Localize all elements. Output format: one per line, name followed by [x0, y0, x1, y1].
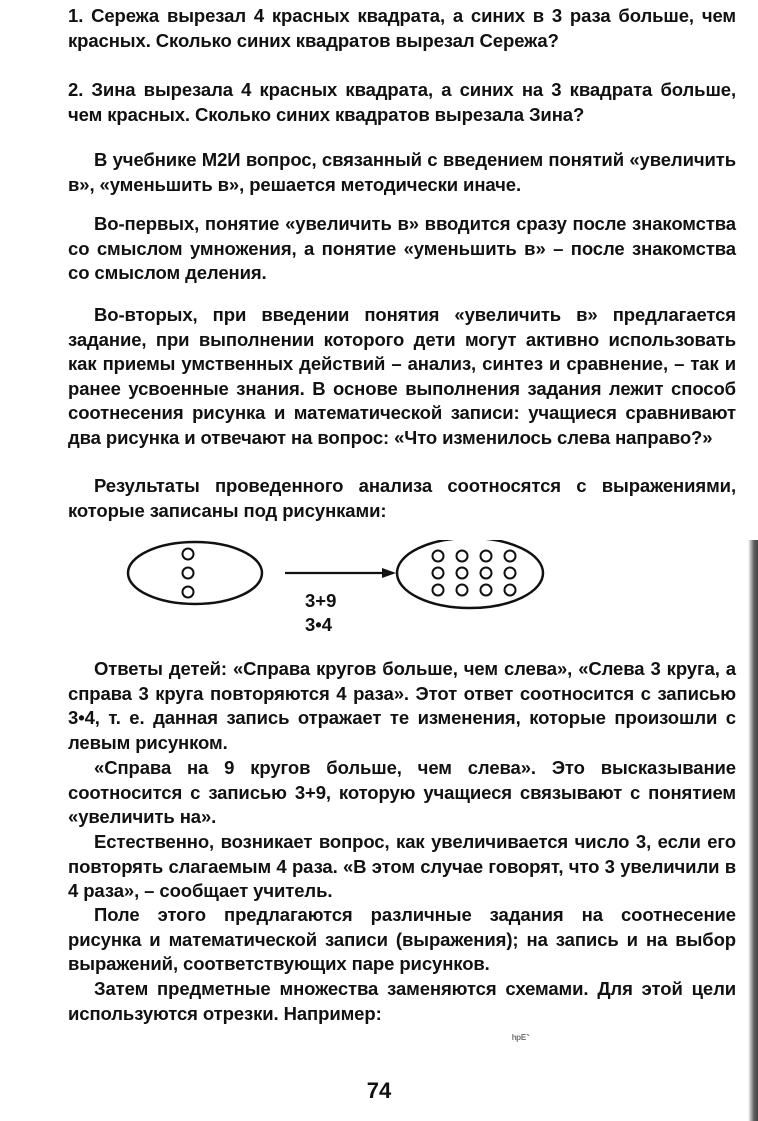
circles-diagram	[120, 540, 560, 645]
task-1: 1. Сережа вырезал 4 красных квадрата, а синих в 3 раза больше, чем красных. Сколько синих квадратов вырезал Сережа?	[68, 5, 736, 51]
left-oval	[128, 542, 262, 604]
page-number: 74	[366, 1078, 392, 1103]
page-edge-shadow	[748, 540, 758, 1121]
right-circle	[505, 551, 516, 562]
right-circle	[433, 551, 444, 562]
right-circle	[457, 585, 468, 596]
arrow-head	[382, 568, 396, 578]
right-oval	[397, 540, 543, 608]
right-circle	[481, 551, 492, 562]
left-circle	[183, 568, 194, 579]
expression-sum: 3+9	[305, 590, 337, 611]
paragraph-tasks: Поле этого предлагаются различные задания на соотнесение рисунка и математической записи (выражения); на запись и на выбор выражений, соответствующих паре рисунков.	[68, 904, 736, 974]
task-2: 2. Зина вырезала 4 красных квадрата, а синих на 3 квадрата больше, чем красных. Сколько синих квадратов вырезала Зина?	[68, 79, 736, 125]
right-circle	[481, 585, 492, 596]
paragraph-right-more: «Справа на 9 кругов больше, чем слева». Это высказывание соотносится с записью 3+9, которую учащиеся связывают с понятием «увеличить на».	[68, 757, 736, 827]
left-circle	[183, 549, 194, 560]
paragraph-results: Результаты проведенного анализа соотносятся с выражениями, которые записаны под рисунками:	[68, 475, 736, 521]
paragraph-answers: Ответы детей: «Справа кругов больше, чем слева», «Слева 3 круга, а справа 3 круга повторяются 4 раза». Этот ответ соотносится с записью 3•4, т. е. данная запись отражает те изменения, которые произошли с левым рисунком.	[68, 658, 736, 753]
right-circle	[457, 551, 468, 562]
paragraph-naturally: Естественно, возникает вопрос, как увеличивается число 3, если его повторять слагаемым 4 раза. «В этом случае говорят, что 3 увеличили в 4 раза», – сообщает учитель.	[68, 831, 736, 901]
right-circles-group	[433, 551, 516, 596]
paragraph-second: Во-вторых, при введении понятия «увеличить в» предлагается задание, при выполнении которого дети могут активно использовать как приемы умственных действий – анализ, синтез и сравнение, – так и ранее усвоенные знания. В основе выполнения задания лежит способ соотнесения рисунка и математической записи: учащиеся сравнивают два рисунка и отвечают на вопрос: «Что изменилось слева направо?»	[68, 304, 736, 448]
right-circle	[457, 568, 468, 579]
right-circle	[481, 568, 492, 579]
circles-figure	[120, 540, 560, 645]
right-circle	[433, 585, 444, 596]
paragraph-first: Во-первых, понятие «увеличить в» вводится сразу после знакомства со смыслом умножения, а понятие «уменьшить в» – после знакомства со смыслом деления.	[68, 213, 736, 283]
expression-product: 3•4	[305, 614, 333, 635]
right-circle	[505, 585, 516, 596]
paragraph-schemes: Затем предметные множества заменяются схемами. Для этой цели используются отрезки. Например:	[68, 978, 736, 1024]
left-circle	[183, 587, 194, 598]
left-circles-group	[183, 549, 194, 598]
paragraph-m2i: В учебнике М2И вопрос, связанный с введением понятий «увеличить в», «уменьшить в», решается методически иначе.	[68, 149, 736, 195]
right-circle	[433, 568, 444, 579]
print-smudge: ʰᵖᴱ`	[512, 1032, 531, 1046]
right-circle	[505, 568, 516, 579]
